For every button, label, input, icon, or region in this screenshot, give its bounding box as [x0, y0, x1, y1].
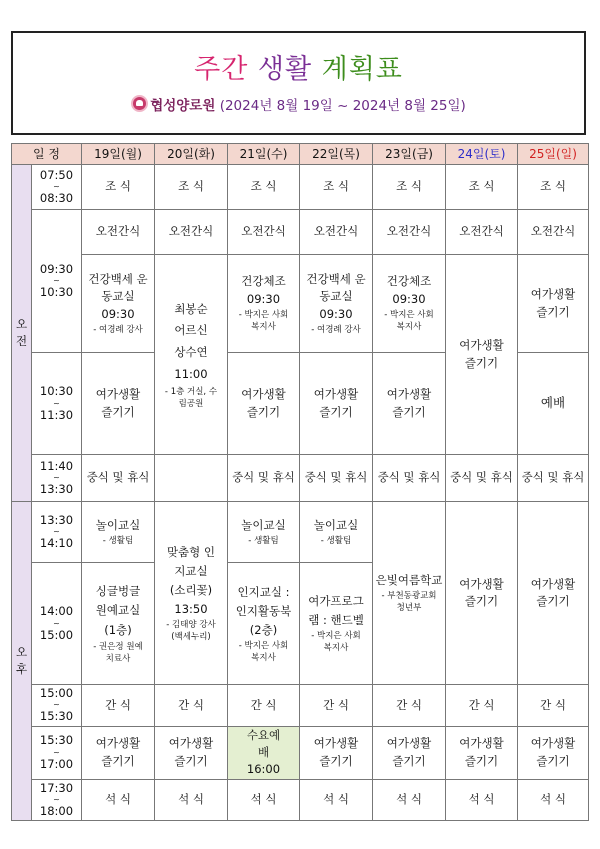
worship-cell: 예배 — [518, 353, 589, 455]
time-slot: 14:00 ~ 15:00 — [32, 563, 82, 685]
snack-cell: 간 식 — [155, 685, 228, 727]
program-note: - 권은정 원예치료사 — [93, 641, 143, 664]
dinner-cell: 석 식 — [82, 779, 155, 821]
pm-label: 오 후 — [12, 502, 32, 821]
morning-snack-cell: 오전간식 — [82, 210, 155, 255]
day-header: 19일(월) — [82, 144, 155, 165]
dinner-cell: 석 식 — [228, 779, 300, 821]
free-time-cell: 여가생활 즐기기 — [82, 353, 155, 455]
free-time-cell: 여가생활 즐기기 — [518, 502, 589, 685]
program-title: 건강백세 운동교실 09:30 — [88, 271, 148, 322]
program-title: 은빛여름학교 — [375, 572, 443, 587]
lunch-cell: 중식 및 휴식 — [373, 455, 446, 502]
time-slot: 17:30 ~ 18:00 — [32, 779, 82, 821]
program-title: 여가프로그램 : 핸드벨 — [308, 594, 364, 628]
program-title: 건강체조 09:30 — [241, 274, 286, 307]
day-header: 22일(목) — [300, 144, 373, 165]
snack-cell: 간 식 — [228, 685, 300, 727]
morning-snack-cell: 오전간식 — [373, 210, 446, 255]
page-title — [13, 47, 584, 86]
program-cell — [373, 255, 446, 353]
day-header: 23일(금) — [373, 144, 446, 165]
snack-cell: 간 식 — [373, 685, 446, 727]
time-slot: 15:30 ~ 17:00 — [32, 726, 82, 779]
program-note: - 여경례 강사 — [93, 325, 143, 336]
free-time-cell: 여가생활 즐기기 — [82, 726, 155, 779]
program-title: 놀이교실 — [313, 517, 359, 532]
schedule-header-label: 일 정 — [12, 144, 82, 165]
morning-snack-cell: 오전간식 — [518, 210, 589, 255]
free-time-cell: 여가생활 즐기기 — [446, 255, 518, 455]
program-note: - 박지은 사회복지사 — [238, 640, 289, 663]
org-name: 협성양로원 — [150, 98, 216, 114]
time-slot: 15:00 ~ 15:30 — [32, 685, 82, 727]
free-time-cell: 여가생활 즐기기 — [155, 726, 228, 779]
day-header: 20일(화) — [155, 144, 228, 165]
lunch-merged-cell — [155, 455, 228, 502]
free-time-cell: 여가생활 즐기기 — [446, 502, 518, 685]
program-note: - 김태양 강사 (백세누리) — [166, 619, 216, 642]
snack-cell: 간 식 — [82, 685, 155, 727]
worship-cell: 수요예배 16:00 — [228, 726, 300, 779]
org-logo-icon — [131, 95, 148, 112]
breakfast-cell: 조 식 — [82, 165, 155, 210]
breakfast-cell: 조 식 — [373, 165, 446, 210]
program-cell — [228, 563, 300, 685]
time-slot: 11:40 ~ 13:30 — [32, 455, 82, 502]
lunch-cell: 중식 및 휴식 — [518, 455, 589, 502]
program-title: 놀이교실 — [95, 517, 141, 532]
lunch-cell: 중식 및 휴식 — [82, 455, 155, 502]
period: (2024년 8월 19일 ~ 2024년 8월 25일) — [219, 98, 466, 114]
program-cell — [155, 502, 228, 685]
free-time-cell: 여가생활 즐기기 — [518, 726, 589, 779]
time-slot: 07:50 ~ 08:30 — [32, 165, 82, 210]
program-title: 놀이교실 — [241, 517, 286, 532]
schedule-table — [11, 143, 589, 821]
breakfast-cell: 조 식 — [155, 165, 228, 210]
time-slot: 13:30 ~ 14:10 — [32, 502, 82, 563]
free-time-cell: 여가생활 즐기기 — [518, 255, 589, 353]
title-word-2: 생활 — [257, 54, 313, 85]
program-title: 싱글벙글 원예교실 (1층) — [95, 583, 141, 637]
program-cell — [300, 563, 373, 685]
program-cell — [373, 502, 446, 685]
program-cell — [82, 563, 155, 685]
program-title: 최봉순 어르신 상수연 11:00 — [174, 301, 208, 382]
morning-snack-cell: 오전간식 — [300, 210, 373, 255]
program-note: - 1층 거실, 수림공원 — [164, 386, 218, 410]
breakfast-cell: 조 식 — [228, 165, 300, 210]
program-cell — [82, 502, 155, 563]
time-slot: 10:30 ~ 11:30 — [32, 353, 82, 455]
title-word-3: 계획표 — [321, 54, 403, 85]
snack-cell: 간 식 — [300, 685, 373, 727]
program-note: - 박지은 사회복지사 — [238, 310, 289, 333]
free-time-cell: 여가생활 즐기기 — [373, 353, 446, 455]
program-cell — [300, 502, 373, 563]
breakfast-cell: 조 식 — [300, 165, 373, 210]
dinner-cell: 석 식 — [300, 779, 373, 821]
program-cell — [228, 502, 300, 563]
time-slot: 09:30 ~ 10:30 — [32, 210, 82, 353]
breakfast-cell: 조 식 — [446, 165, 518, 210]
program-cell — [300, 255, 373, 353]
program-cell — [155, 255, 228, 455]
dinner-cell: 석 식 — [518, 779, 589, 821]
program-note: - 부천동광교회 청년부 — [381, 590, 437, 613]
program-note: - 박지은 사회복지사 — [311, 631, 361, 654]
program-note: - 생활팀 — [102, 535, 134, 546]
program-title: 맞춤형 인지교실 (소리꽃) 13:50 — [166, 544, 216, 616]
free-time-cell: 여가생활 즐기기 — [373, 726, 446, 779]
subtitle — [13, 94, 584, 114]
dinner-cell: 석 식 — [446, 779, 518, 821]
free-time-cell: 여가생활 즐기기 — [300, 353, 373, 455]
morning-snack-cell: 오전간식 — [155, 210, 228, 255]
lunch-cell: 중식 및 휴식 — [300, 455, 373, 502]
snack-cell: 간 식 — [518, 685, 589, 727]
free-time-cell: 여가생활 즐기기 — [300, 726, 373, 779]
snack-cell: 간 식 — [446, 685, 518, 727]
program-title: 건강백세 운동교실 09:30 — [306, 271, 366, 322]
free-time-cell: 여가생활 즐기기 — [228, 353, 300, 455]
title-word-1: 주간 — [194, 54, 249, 85]
morning-snack-cell: 오전간식 — [228, 210, 300, 255]
program-note: - 여경례 강사 — [311, 325, 361, 336]
day-header-sunday: 25일(일) — [518, 144, 589, 165]
breakfast-cell: 조 식 — [518, 165, 589, 210]
am-label: 오 전 — [12, 165, 32, 502]
free-time-cell: 여가생활 즐기기 — [446, 726, 518, 779]
lunch-cell: 중식 및 휴식 — [446, 455, 518, 502]
program-cell — [228, 255, 300, 353]
day-header: 21일(수) — [228, 144, 300, 165]
morning-snack-cell: 오전간식 — [446, 210, 518, 255]
program-note: - 생활팀 — [248, 535, 279, 546]
program-note: - 생활팀 — [320, 535, 352, 546]
program-note: - 박지은 사회복지사 — [384, 310, 434, 333]
dinner-cell: 석 식 — [155, 779, 228, 821]
header-box — [11, 31, 586, 135]
dinner-cell: 석 식 — [373, 779, 446, 821]
day-header-saturday: 24일(토) — [446, 144, 518, 165]
program-title: 건강체조 09:30 — [386, 274, 432, 307]
lunch-cell: 중식 및 휴식 — [228, 455, 300, 502]
program-cell — [82, 255, 155, 353]
program-title: 인지교실 : 인지활동북 (2층) — [235, 584, 292, 637]
